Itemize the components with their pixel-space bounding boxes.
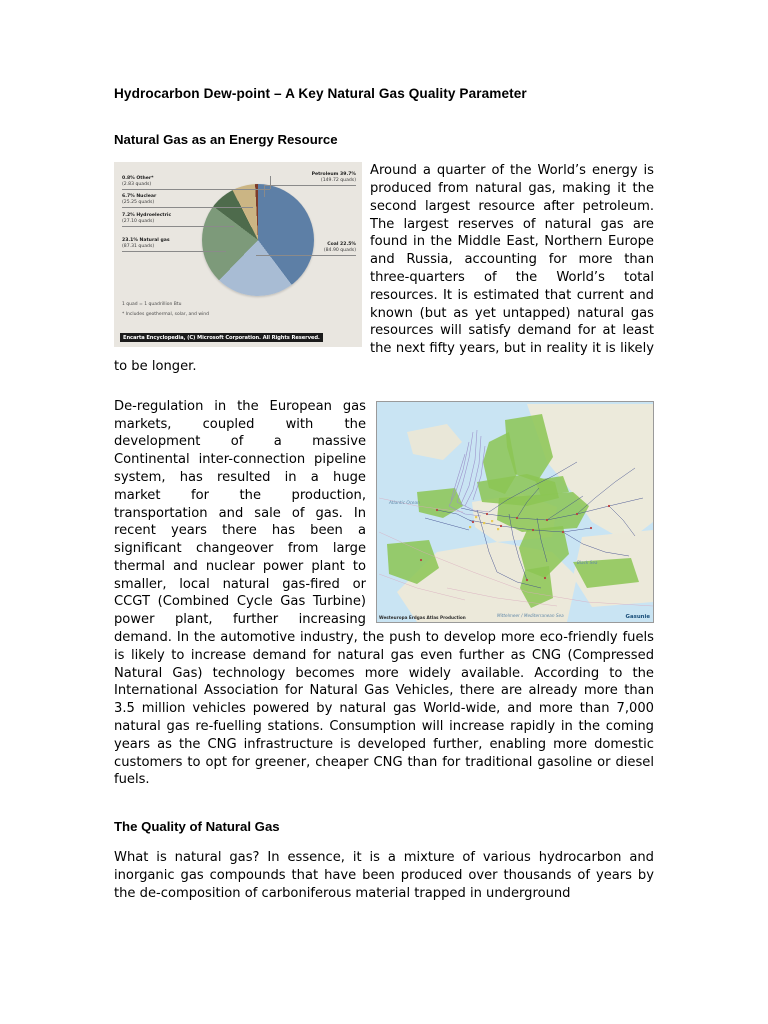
section-heading-quality: The Quality of Natural Gas	[114, 819, 280, 835]
paragraph-european-markets: De-regulation in the European gas markets, coupled with the development of a massive Continental inter-connection pipeline system, has resulted in a huge market for the production, transportation and sale of gas. In recent years there has been a significant changeover from large thermal and nuclear power plant to smaller, local natural gas-fired or CCGT (Combined Cycle Gas Turbine) power plant, further increasing demand. In the automotive industry, the push to develop more eco-friendly fuels is likely to increase demand for natural gas even further as CNG (Compressed Natural Gas) technology becomes more widely available. According to the International Association for Natural Gas Vehicles, there are already more than 3.5 million vehicles powered by natural gas World-wide, and more than 7,000 natural gas re-fuelling stations. Consumption will increase rapidly in the coming years as the CNG infrastructure is developed further, enabling more domestic customers to opt for greener, cheaper CNG than for traditional gasoline or diesel fuels.	[114, 398, 654, 788]
pie-label-coal: Coal 22.5% (84.90 quads)	[323, 242, 356, 254]
pie-label-natural-gas: 23.1% Natural gas (87.31 quads)	[122, 238, 170, 250]
pie-credit-bar: Encarta Encyclopedia, (C) Microsoft Corporation. All Rights Reserved.	[120, 333, 323, 342]
pie-leader-other-v	[270, 176, 271, 189]
map-graphic	[377, 402, 654, 623]
europe-gas-pipeline-map	[376, 401, 654, 623]
para-spacer-2	[114, 789, 654, 819]
map-label-atlantic: Atlantic Ocean	[389, 499, 420, 505]
pie-leader-petroleum-v	[264, 185, 265, 197]
heading-spacer-2	[114, 835, 654, 849]
pie-footnote-quad: 1 quad = 1 quadrillion Btu	[122, 302, 182, 308]
pie-leader-coal	[256, 255, 356, 256]
pie-leader-nuclear	[122, 207, 253, 208]
pie-leader-natural-gas	[122, 251, 226, 252]
pie-chart-disc	[202, 184, 314, 296]
pie-label-other: 0.8% Other* (2.83 quads)	[122, 176, 154, 188]
pie-leader-petroleum	[264, 185, 356, 186]
map-label-black-sea: Black Sea	[577, 559, 598, 565]
title-spacer	[114, 102, 654, 132]
map-label-mediterranean: Mittelmeer / Mediterranean Sea	[497, 612, 564, 618]
map-credit-right: Gasunie	[625, 613, 650, 620]
pie-label-nuclear: 6.7% Nuclear (25.25 quads)	[122, 194, 157, 206]
section-heading-energy-resource: Natural Gas as an Energy Resource	[114, 132, 338, 148]
heading-spacer	[114, 148, 654, 162]
pie-footnote-other: * Includes geothermal, solar, and wind	[122, 312, 209, 318]
document-content	[114, 0, 654, 902]
page-title: Hydrocarbon Dew-point – A Key Natural Gas Quality Parameter	[114, 86, 527, 101]
pie-label-hydro: 7.2% Hydroelectric (27.10 quads)	[122, 213, 172, 225]
pie-leader-other	[122, 189, 270, 190]
pie-chart-canvas	[114, 162, 362, 347]
paragraph-what-is-natural-gas: What is natural gas? In essence, it is a mixture of various hydrocarbon and inorganic gas compounds that have been produced over thousands of years by the de-composition of carboniferous material trapped in underground	[114, 850, 654, 901]
pie-label-petroleum: Petroleum 39.7% (149.72 quads)	[311, 172, 356, 184]
pie-leader-hydro	[122, 226, 234, 227]
para-spacer-1	[114, 376, 654, 398]
map-credit-left: Westeuropa Erdgas Atlas Production	[379, 614, 466, 620]
paragraph-energy-resource: Around a quarter of the World’s energy is produced from natural gas, making it the second largest resource after petroleum. The largest reserves of natural gas are found in the Middle East, Northern Europe and Russia, accounting for more than three-quarters of the World’s total resources. It is estimated that current and known (but as yet untapped) natural gas resources will satisfy demand for at least the next fifty years, but in reality it is likely to be longer.	[114, 163, 654, 374]
pie-chart-figure	[114, 162, 362, 347]
